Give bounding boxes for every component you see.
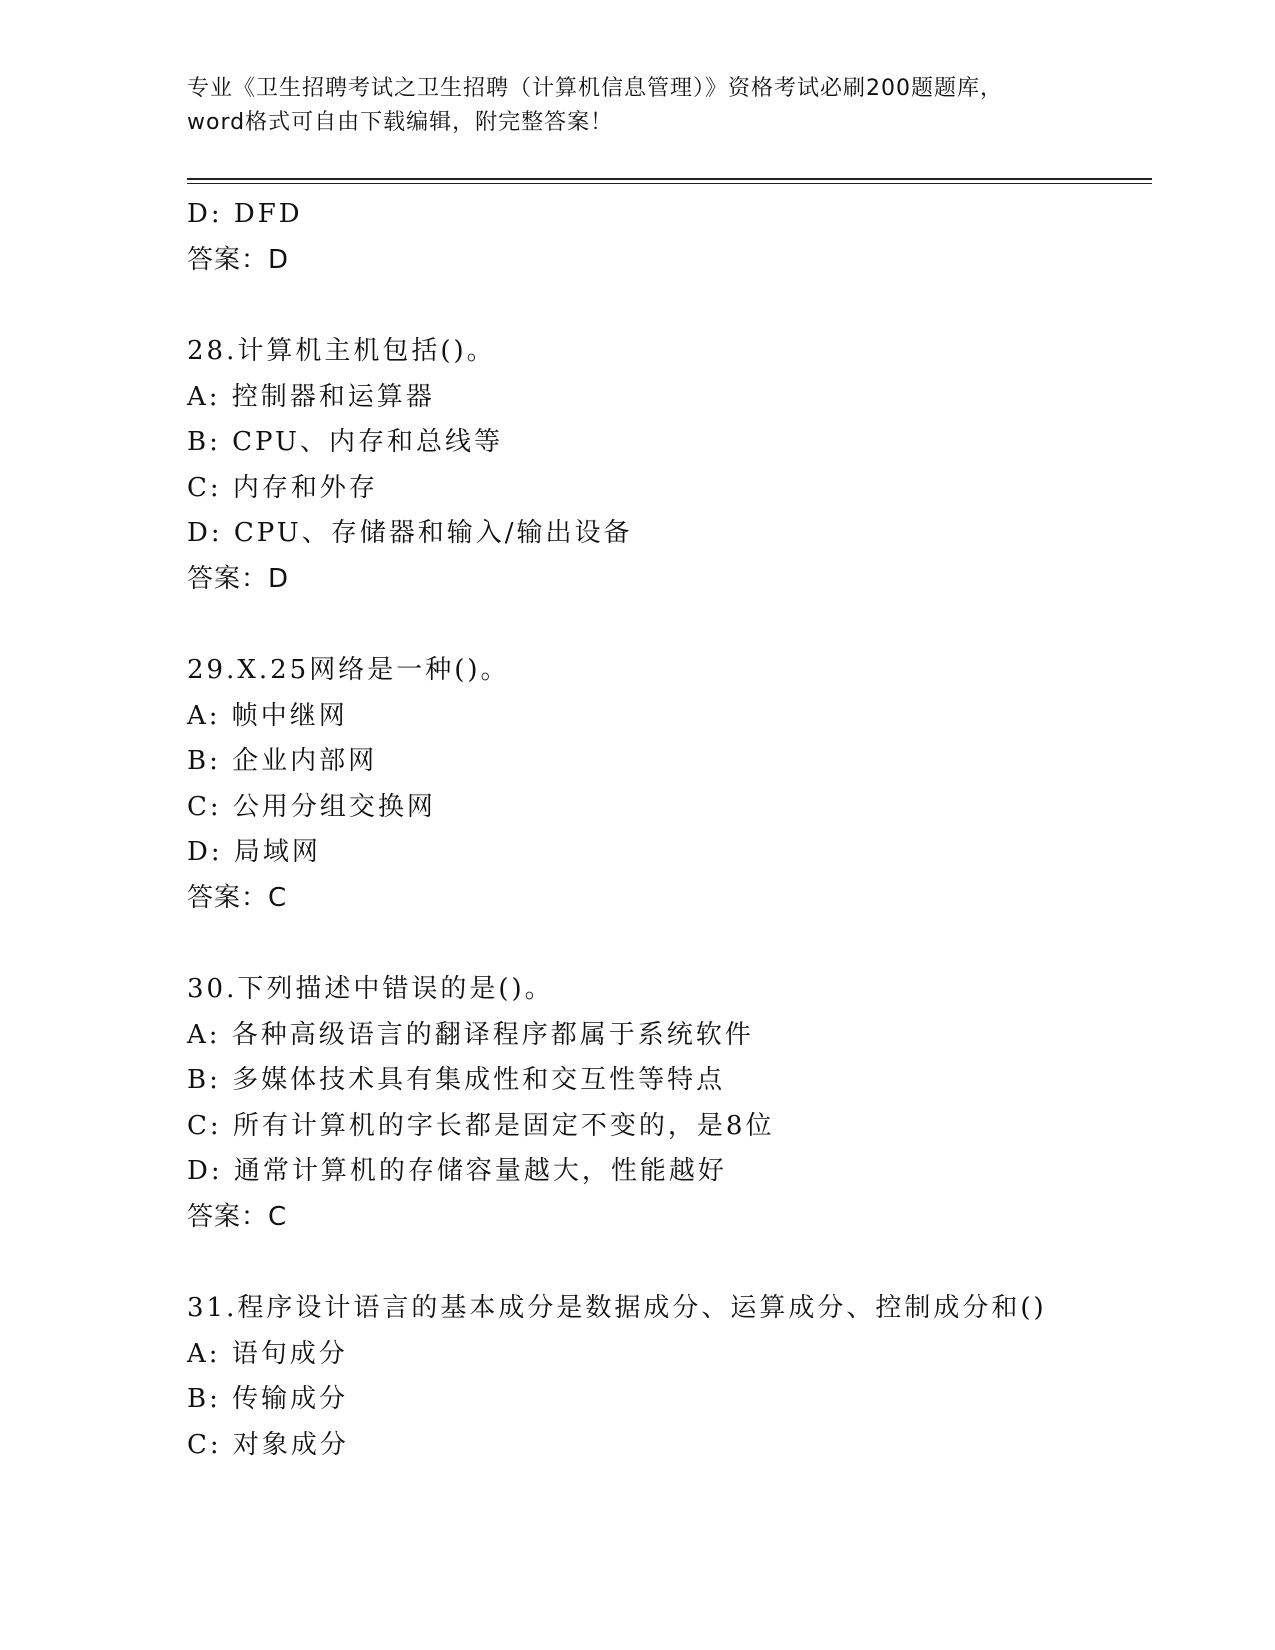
option-c: C: 对象成分 — [187, 1429, 349, 1460]
option-b: B: 多媒体技术具有集成性和交互性等特点 — [187, 1065, 726, 1095]
previous-question-tail — [187, 192, 1147, 283]
question-stem: 29.X.25网络是一种()。 — [187, 655, 510, 685]
option-d: D: DFD — [187, 199, 303, 229]
option-a: A: 各种高级语言的翻译程序都属于系统软件 — [187, 1019, 754, 1050]
question-stem: 30.下列描述中错误的是()。 — [187, 974, 554, 1004]
question-stem: 28.计算机主机包括()。 — [187, 336, 496, 366]
spacer — [187, 283, 1147, 329]
question-31 — [187, 1286, 1147, 1468]
header-divider-thin — [187, 183, 1152, 184]
option-c: C: 公用分组交换网 — [187, 791, 436, 822]
answer-line: 答案：D — [187, 563, 290, 594]
option-d: D: CPU、存储器和输入/输出设备 — [187, 518, 633, 548]
question-stem: 31.程序设计语言的基本成分是数据成分、运算成分、控制成分和() — [187, 1293, 1047, 1323]
option-d: D: 局域网 — [187, 837, 321, 867]
question-30 — [187, 967, 1147, 1240]
answer-line: 答案：C — [187, 882, 288, 913]
answer-line: 答案：D — [187, 244, 290, 275]
option-a: A: 控制器和运算器 — [187, 381, 435, 412]
option-b: B: CPU、内存和总线等 — [187, 427, 503, 457]
option-a: A: 帧中继网 — [187, 700, 348, 731]
spacer — [187, 921, 1147, 967]
spacer — [187, 1240, 1147, 1286]
spacer — [187, 602, 1147, 648]
header-title-line-2: word格式可自由下载编辑，附完整答案！ — [187, 110, 614, 135]
option-d: D: 通常计算机的存储容量越大，性能越好 — [187, 1156, 727, 1186]
header-divider-thick — [187, 178, 1152, 180]
question-content — [187, 192, 1147, 1468]
header-title-line-1: 专业《卫生招聘考试之卫生招聘（计算机信息管理）》资格考试必刷200题题库， — [187, 76, 1003, 101]
question-28 — [187, 329, 1147, 602]
option-a: A: 语句成分 — [187, 1338, 348, 1369]
answer-line: 答案：C — [187, 1201, 288, 1232]
option-c: C: 所有计算机的字长都是固定不变的，是8位 — [187, 1110, 775, 1141]
document-header — [187, 72, 1087, 140]
option-b: B: 传输成分 — [187, 1384, 349, 1414]
option-b: B: 企业内部网 — [187, 746, 378, 776]
question-29 — [187, 648, 1147, 921]
option-c: C: 内存和外存 — [187, 472, 378, 503]
